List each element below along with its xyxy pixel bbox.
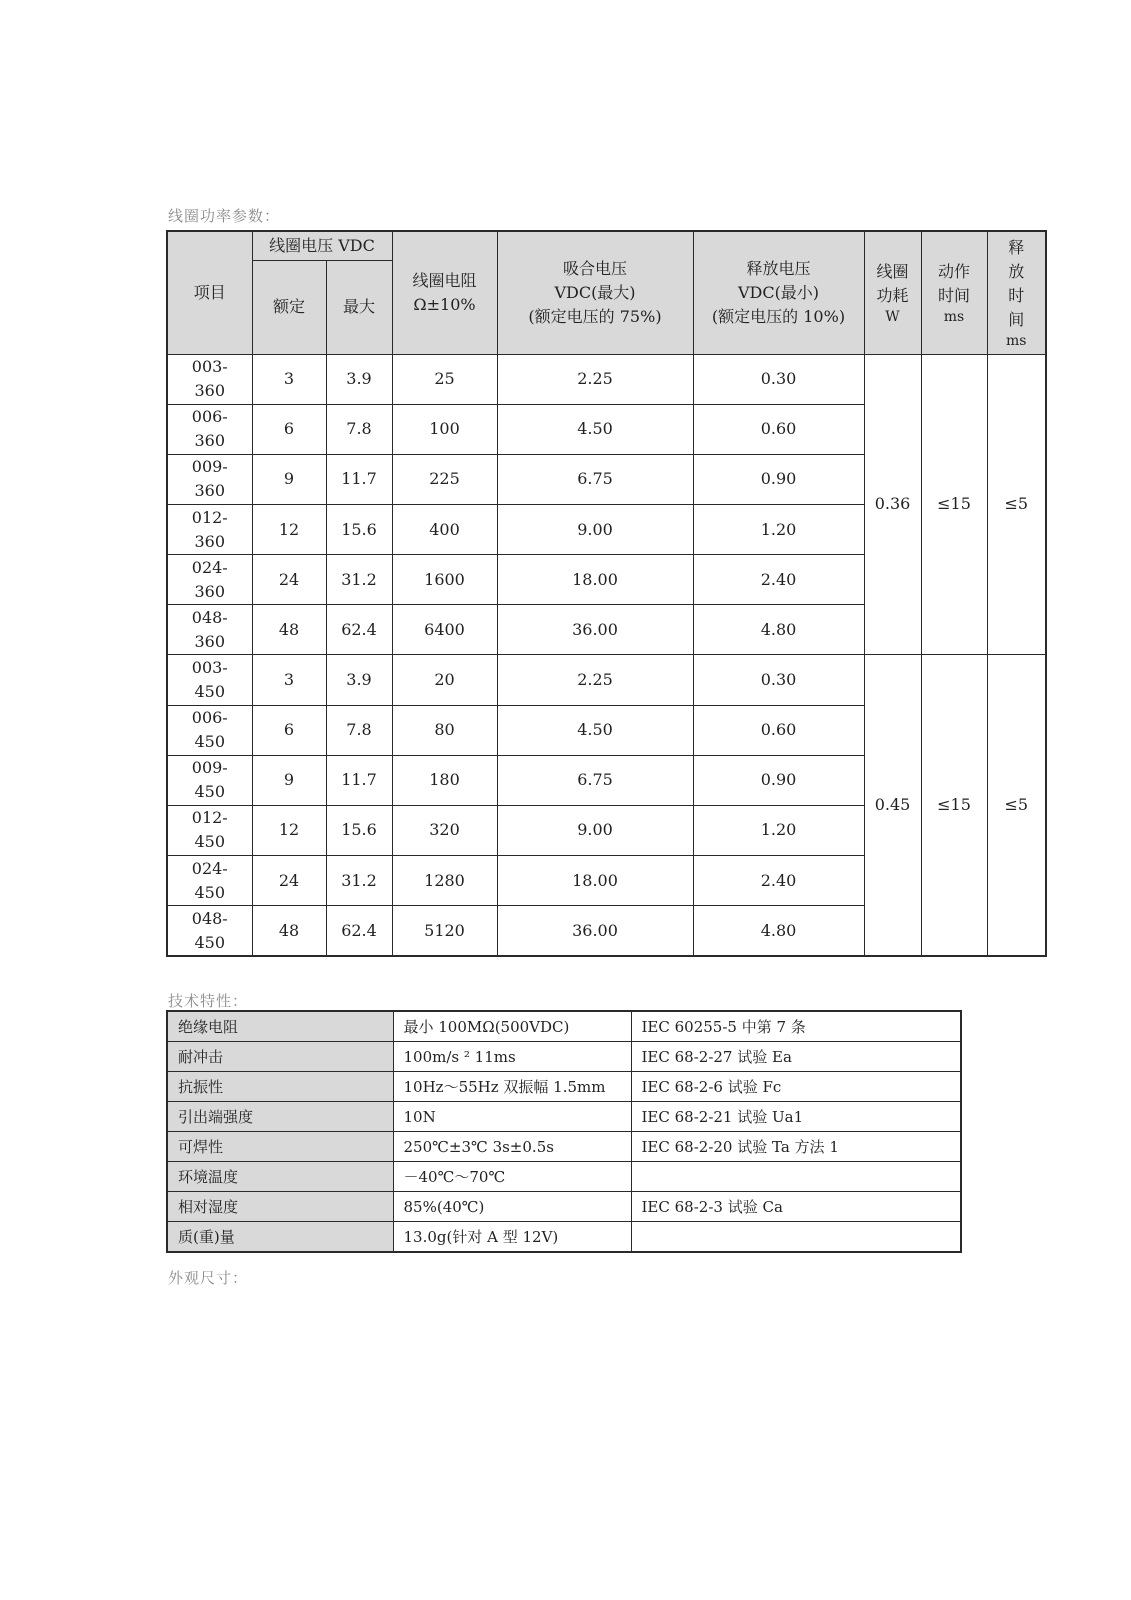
- header-coil-power: [864, 231, 921, 354]
- tech-row: [167, 1102, 961, 1132]
- rated-voltage: 9: [252, 454, 326, 504]
- operate-time: ≤15: [921, 354, 987, 655]
- pickup-voltage: 18.00: [497, 856, 693, 906]
- header-release-voltage: [693, 231, 864, 354]
- coil-resistance: 400: [392, 504, 497, 554]
- max-voltage: 3.9: [326, 655, 392, 705]
- tech-name: 相对湿度: [167, 1192, 393, 1222]
- header-coil-voltage: 线圈电压 VDC: [252, 231, 392, 260]
- max-voltage: 15.6: [326, 805, 392, 855]
- release-voltage: 0.60: [693, 404, 864, 454]
- pickup-voltage: 36.00: [497, 906, 693, 956]
- model-code-part: 450: [194, 882, 226, 902]
- tech-value: －40℃～70℃: [393, 1162, 631, 1192]
- model-code: [167, 755, 252, 805]
- coil-resistance: 180: [392, 755, 497, 805]
- release-voltage: 0.90: [693, 454, 864, 504]
- header-pickup-line2: VDC(最大): [554, 282, 636, 302]
- release-voltage: 0.30: [693, 655, 864, 705]
- rated-voltage: 6: [252, 404, 326, 454]
- model-code-part: 360: [194, 631, 226, 651]
- coil-params-title: 线圈功率参数：: [168, 207, 281, 225]
- dimensions-title: 外观尺寸：: [168, 1269, 249, 1287]
- rated-voltage: 24: [252, 555, 326, 605]
- header-resistance-line1: 线圈电阻: [412, 270, 477, 290]
- rated-voltage: 12: [252, 805, 326, 855]
- model-code: [167, 906, 252, 956]
- tech-standard: IEC 68-2-27 试验 Ea: [631, 1042, 961, 1072]
- model-code: [167, 504, 252, 554]
- tech-name: 可焊性: [167, 1132, 393, 1162]
- tech-value: 10N: [393, 1102, 631, 1132]
- max-voltage: 15.6: [326, 504, 392, 554]
- release-voltage: 1.20: [693, 805, 864, 855]
- tech-standard: IEC 68-2-3 试验 Ca: [631, 1192, 961, 1222]
- tech-specs-table: [166, 1010, 962, 1253]
- model-code-part: 024-: [191, 858, 228, 878]
- max-voltage: 11.7: [326, 755, 392, 805]
- tech-standard: [631, 1222, 961, 1253]
- pickup-voltage: 18.00: [497, 555, 693, 605]
- model-code: [167, 605, 252, 655]
- tech-value: 85%(40℃): [393, 1192, 631, 1222]
- header-pickup-voltage: [497, 231, 693, 354]
- model-code-part: 048-: [191, 607, 228, 627]
- tech-row: [167, 1072, 961, 1102]
- rated-voltage: 48: [252, 906, 326, 956]
- pickup-voltage: 6.75: [497, 755, 693, 805]
- coil-resistance: 20: [392, 655, 497, 705]
- tech-name: 环境温度: [167, 1162, 393, 1192]
- tech-standard: IEC 60255-5 中第 7 条: [631, 1011, 961, 1042]
- model-code-part: 450: [194, 932, 226, 952]
- coil-resistance: 1600: [392, 555, 497, 605]
- tech-standard: IEC 68-2-6 试验 Fc: [631, 1072, 961, 1102]
- model-code-part: 360: [194, 581, 226, 601]
- model-code-part: 006-: [191, 407, 228, 427]
- coil-resistance: 6400: [392, 605, 497, 655]
- tech-name: 抗振性: [167, 1072, 393, 1102]
- header-release-line1: 释放电压: [746, 258, 811, 278]
- model-code: [167, 354, 252, 404]
- coil-params-table: [166, 230, 1047, 957]
- operate-time: ≤15: [921, 655, 987, 956]
- tech-name: 质(重)量: [167, 1222, 393, 1253]
- pickup-voltage: 9.00: [497, 504, 693, 554]
- tech-standard: [631, 1162, 961, 1192]
- rated-voltage: 3: [252, 655, 326, 705]
- release-voltage: 2.40: [693, 555, 864, 605]
- model-code-part: 006-: [191, 708, 228, 728]
- model-code: [167, 705, 252, 755]
- model-code: [167, 655, 252, 705]
- rated-voltage: 6: [252, 705, 326, 755]
- coil-resistance: 25: [392, 354, 497, 404]
- model-code-part: 003-: [191, 658, 228, 678]
- header-power-line2: 功耗: [876, 285, 909, 305]
- max-voltage: 62.4: [326, 605, 392, 655]
- tech-value: 100m/s ² 11ms: [393, 1042, 631, 1072]
- coil-resistance: 320: [392, 805, 497, 855]
- coil-resistance: 5120: [392, 906, 497, 956]
- pickup-voltage: 36.00: [497, 605, 693, 655]
- header-release-time: [987, 231, 1046, 354]
- tech-row: [167, 1011, 961, 1042]
- model-code-part: 003-: [191, 357, 228, 377]
- header-rated: 额定: [252, 260, 326, 354]
- release-voltage: 4.80: [693, 906, 864, 956]
- max-voltage: 31.2: [326, 856, 392, 906]
- tech-row: [167, 1192, 961, 1222]
- coil-resistance: 100: [392, 404, 497, 454]
- max-voltage: 31.2: [326, 555, 392, 605]
- rated-voltage: 3: [252, 354, 326, 404]
- release-voltage: 2.40: [693, 856, 864, 906]
- release-voltage: 0.30: [693, 354, 864, 404]
- header-operate-line3: ms: [943, 308, 965, 325]
- model-code-part: 450: [194, 682, 226, 702]
- max-voltage: 62.4: [326, 906, 392, 956]
- header-power-line1: 线圈: [876, 261, 909, 281]
- release-voltage: 0.60: [693, 705, 864, 755]
- header-resistance: [392, 231, 497, 354]
- header-operate-time: [921, 231, 987, 354]
- model-code-part: 009-: [191, 758, 228, 778]
- tech-name: 耐冲击: [167, 1042, 393, 1072]
- model-code-part: 048-: [191, 908, 228, 928]
- max-voltage: 11.7: [326, 454, 392, 504]
- pickup-voltage: 4.50: [497, 705, 693, 755]
- max-voltage: 3.9: [326, 354, 392, 404]
- model-code-part: 012-: [191, 507, 228, 527]
- pickup-voltage: 6.75: [497, 454, 693, 504]
- header-release-time-line1: 释: [1008, 237, 1025, 257]
- max-voltage: 7.8: [326, 705, 392, 755]
- header-resistance-line2: Ω±10%: [413, 294, 476, 314]
- model-code: [167, 555, 252, 605]
- coil-resistance: 1280: [392, 856, 497, 906]
- rated-voltage: 9: [252, 755, 326, 805]
- release-voltage: 1.20: [693, 504, 864, 554]
- header-pickup-line3: (额定电压的 75%): [528, 306, 662, 326]
- pickup-voltage: 9.00: [497, 805, 693, 855]
- model-code-part: 360: [194, 531, 226, 551]
- pickup-voltage: 2.25: [497, 354, 693, 404]
- model-code-part: 012-: [191, 808, 228, 828]
- header-item: 项目: [167, 231, 252, 354]
- tech-row: [167, 1042, 961, 1072]
- tech-value: 250℃±3℃ 3s±0.5s: [393, 1132, 631, 1162]
- model-code: [167, 404, 252, 454]
- model-code-part: 360: [194, 381, 226, 401]
- tech-name: 引出端强度: [167, 1102, 393, 1132]
- header-max: 最大: [326, 260, 392, 354]
- model-code-part: 360: [194, 481, 226, 501]
- pickup-voltage: 2.25: [497, 655, 693, 705]
- release-time: ≤5: [987, 354, 1046, 655]
- model-code: [167, 856, 252, 906]
- tech-standard: IEC 68-2-21 试验 Ua1: [631, 1102, 961, 1132]
- header-pickup-line1: 吸合电压: [562, 258, 627, 278]
- rated-voltage: 24: [252, 856, 326, 906]
- tech-row: [167, 1132, 961, 1162]
- header-operate-line1: 动作: [937, 261, 970, 281]
- coil-power: 0.45: [864, 655, 921, 956]
- header-release-time-line2: 放: [1008, 261, 1025, 281]
- tech-row: [167, 1222, 961, 1253]
- model-code-part: 450: [194, 832, 226, 852]
- header-release-time-line3: 时: [1008, 285, 1025, 305]
- model-code-part: 450: [194, 732, 226, 752]
- header-release-time-line5: ms: [1006, 332, 1027, 349]
- header-release-line3: (额定电压的 10%): [711, 306, 846, 326]
- rated-voltage: 48: [252, 605, 326, 655]
- coil-resistance: 225: [392, 454, 497, 504]
- tech-name: 绝缘电阻: [167, 1011, 393, 1042]
- rated-voltage: 12: [252, 504, 326, 554]
- tech-standard: IEC 68-2-20 试验 Ta 方法 1: [631, 1132, 961, 1162]
- release-voltage: 4.80: [693, 605, 864, 655]
- model-code: [167, 805, 252, 855]
- model-code: [167, 454, 252, 504]
- header-power-line3: W: [885, 308, 900, 325]
- model-code-part: 360: [194, 431, 226, 451]
- coil-resistance: 80: [392, 705, 497, 755]
- header-release-time-line4: 间: [1008, 309, 1025, 329]
- model-code-part: 024-: [191, 557, 228, 577]
- pickup-voltage: 4.50: [497, 404, 693, 454]
- tech-value: 13.0g(针对 A 型 12V): [393, 1222, 631, 1253]
- coil-power: 0.36: [864, 354, 921, 655]
- model-code-part: 450: [194, 782, 226, 802]
- model-code-part: 009-: [191, 457, 228, 477]
- tech-specs-title: 技术特性：: [168, 992, 249, 1010]
- tech-row: [167, 1162, 961, 1192]
- max-voltage: 7.8: [326, 404, 392, 454]
- tech-value: 10Hz～55Hz 双振幅 1.5mm: [393, 1072, 631, 1102]
- header-release-line2: VDC(最小): [737, 282, 820, 302]
- release-time: ≤5: [987, 655, 1046, 956]
- header-operate-line2: 时间: [937, 285, 970, 305]
- release-voltage: 0.90: [693, 755, 864, 805]
- tech-value: 最小 100MΩ(500VDC): [393, 1011, 631, 1042]
